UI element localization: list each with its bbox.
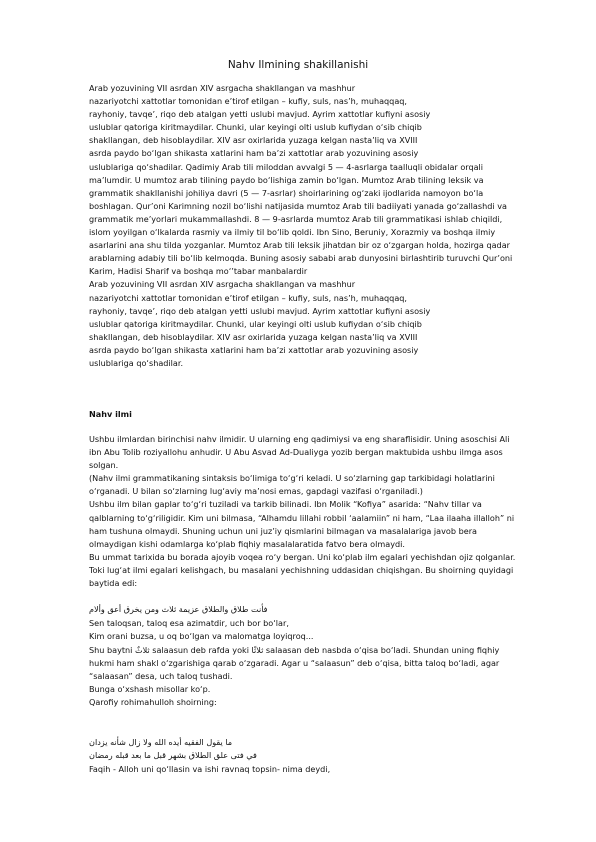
section-line: Bu ummat tarixida bu borada ajoyib voqea ro‘y bergan. Uni ko‘plab ilm egalari yechishdan ojiz qolganlar. [89, 551, 516, 562]
intro-paragraph [89, 82, 559, 370]
section-line: olmaydigan kishi odamlarga ko‘plab fiqhiy masalalaratida fatvo bera olmaydi. [89, 538, 405, 549]
arabic-word-nasbda: ثلاثًا [251, 645, 264, 655]
intro-line: nazariyotchi xattotlar tomonidan e’tirof etilgan – kufiy, suls, nas’h, muhaqqaq, [89, 96, 407, 107]
section-heading: Nahv ilmi [89, 409, 132, 419]
explanation-text: Shu baytni [89, 645, 135, 655]
intro-line: islom yoyilgan o‘lkalarda rasmiy va ilmiy til bo‘lib qoldi. Ibn Sino, Beruniy, Xorazmiy va boshqa ilmiy [89, 227, 496, 238]
intro-line: nazariyotchi xattotlar tomonidan e’tirof etilgan – kufiy, suls, nas’h, muhaqqaq, [89, 292, 407, 303]
translation-line: Kim orani buzsa, u oq bo‘lgan va malomatga loyiqroq... [89, 631, 314, 642]
explanation-paragraph [89, 644, 559, 709]
section-line: baytida edi: [89, 578, 138, 589]
section-line: Ushbu ilmlardan birinchisi nahv ilmidir. U ularning eng qadimiysi va eng sharaflisidir. Uning asoschisi Ali [89, 434, 510, 444]
section-line: (Nahv ilmi grammatikaning sintaksis bo‘limiga to‘g‘ri keladi. U so‘zlarning gap tarkibidagi holatlarini [89, 473, 495, 484]
intro-line: uslublariga qo‘shadilar. [89, 357, 184, 368]
intro-line: Arab yozuvining VII asrdan XIV asrgacha shakllangan va mashhur [89, 279, 356, 290]
verse-translation [89, 617, 559, 643]
translation-line: Sen taloqsan, taloq esa azimatdir, uch bor bo‘lar, [89, 618, 289, 628]
intro-line: grammatik me’yorlari mukammallashdi. 8 — 9-asrlarda mumtoz Arab tili grammatikasi ishlab chiqildi, [89, 213, 503, 224]
explanation-line: Qarofiy rohimahulloh shoirning: [89, 697, 217, 708]
section-paragraph [89, 433, 559, 590]
section-line: solgan. [89, 460, 119, 471]
explanation-line [89, 644, 559, 657]
intro-line: boshlagan. Qur’oni Karimning nozil bo‘lishi natijasida mumtoz Arab tili badiiyati yanada go‘zallashdi va [89, 200, 507, 211]
section-line: ibn Abu Tolib roziyallohu anhudir. U Abu Asvad Ad-Dualiyga yozib bergan maktubida ushbu ilmga asos [89, 447, 503, 458]
section-line: ham tushuna olmaydi. Shuning uchun uni juz’iy qismlarini bilmagan va masalalariga javob bera [89, 525, 477, 536]
explanation-line: hukmi ham shakl o‘zgarishiga qarab o‘zgaradi. Agar u “salaasun” deb o‘qisa, bitta taloq bo‘ladi, agar [89, 658, 500, 669]
explanation-text: salaasun deb rafda yoki [149, 645, 252, 655]
intro-line: uslublariga qo‘shadilar. Qadimiy Arab tili miloddan avvalgi 5 — 4-asrlarga taalluqli obidalar orqali [89, 161, 484, 172]
final-line: Faqih - Alloh uni qo‘llasin va ishi ravnaq topsin- nima deydi, [89, 764, 331, 774]
explanation-line: “salaasan” desa, uch taloq tushadi. [89, 671, 233, 682]
intro-line: uslublar qatoriga kiritmaydilar. Chunki, ular keyingi olti uslub kufiydan o‘sib chiqib [89, 318, 422, 329]
arabic-line: في فتى علق الطلاق بشهر قبل ما بعد قبله رمضان [89, 750, 257, 761]
intro-line: Karim, Hadisi Sharif va boshqa mo‘’tabar manbalardir [89, 266, 308, 277]
section-line: o‘rganadi. U bilan so‘zlarning lug‘aviy ma’nosi emas, gapdagi vazifasi o‘rganiladi.) [89, 486, 423, 497]
intro-line: asrda paydo bo‘lgan shikasta xatlarini ham ba’zi xattotlar arab yozuvining asosiy [89, 344, 419, 355]
intro-line: ma’lumdir. U mumtoz arab tilining paydo bo‘lishiga zamin bo‘lgan. Mumtoz Arab tilining leksik va [89, 174, 484, 185]
arabic-verse: فأنت طلاق والطلاق عزيمة ثلاث ومن يخرق أعق وألام [89, 604, 268, 614]
intro-line: shakllangan, deb hisoblaydilar. XIV asr oxirlarida yuzaga kelgan nasta’liq va XVIII [89, 331, 418, 342]
intro-line: rayhoniy, tavqe’, riqo deb atalgan yetti uslubi mavjud. Ayrim xattotlar kufiyni asosiy [89, 109, 431, 120]
intro-line: uslublar qatoriga kiritmaydilar. Chunki, ular keyingi olti uslub kufiydan o‘sib chiqib [89, 122, 422, 133]
intro-line: asrda paydo bo‘lgan shikasta xatlarini ham ba’zi xattotlar arab yozuvining asosiy [89, 148, 419, 159]
arabic-word-rafda: ثلاثٌ [134, 645, 150, 655]
explanation-line: Bunga o‘xshash misollar ko‘p. [89, 684, 211, 695]
arabic-line: ما يقول الفقيه أيده الله ولا زال شأنه يزدان [89, 737, 233, 747]
arabic-poem [89, 736, 559, 762]
document-title: Nahv Ilmining shakillanishi [227, 59, 369, 71]
intro-line: grammatik shakllanishi johiliya davri (5 — 7-asrlar) shoirlarining og‘zaki ijodlarida namoyon bo‘la [89, 187, 484, 198]
section-line: Toki lug‘at ilmi egalari kelishgach, bu masalani yechishning uddasidan chiqishgan. Bu shoirning quyidagi [89, 564, 514, 575]
intro-line: Arab yozuvining VII asrdan XIV asrgacha shakllangan va mashhur [89, 83, 356, 93]
section-line: Ushbu ilm bilan gaplar to‘g‘ri tuziladi va tarkib bilinadi. Ibn Molik “Kofiya” asarida: “Nahv tillar va [89, 499, 482, 510]
intro-line: shakllangan, deb hisoblaydilar. XIV asr oxirlarida yuzaga kelgan nasta’liq va XVIII [89, 135, 418, 146]
intro-line: arablarning adabiy tili bo‘lib kelmoqda. Buning asosiy sababi arab dunyosini birlashtirib turuvchi Qur’oni [89, 253, 513, 264]
explanation-text: salaasan deb nasbda o‘qisa bo‘ladi. Shundan uning fiqhiy [263, 645, 500, 655]
section-line: qalblarning to‘g‘riligidir. Kim uni bilmasa, “Alhamdu lillahi robbil ‘aalamiin” ni ham, “Laa ilaaha illalloh” ni [89, 512, 515, 523]
intro-line: asarlarini ana shu tilda yozganlar. Mumtoz Arab tili leksik jihatdan bir oz o‘zgargan holda, hozirga qadar [89, 240, 510, 251]
intro-line: rayhoniy, tavqe’, riqo deb atalgan yetti uslubi mavjud. Ayrim xattotlar kufiyni asosiy [89, 305, 431, 316]
